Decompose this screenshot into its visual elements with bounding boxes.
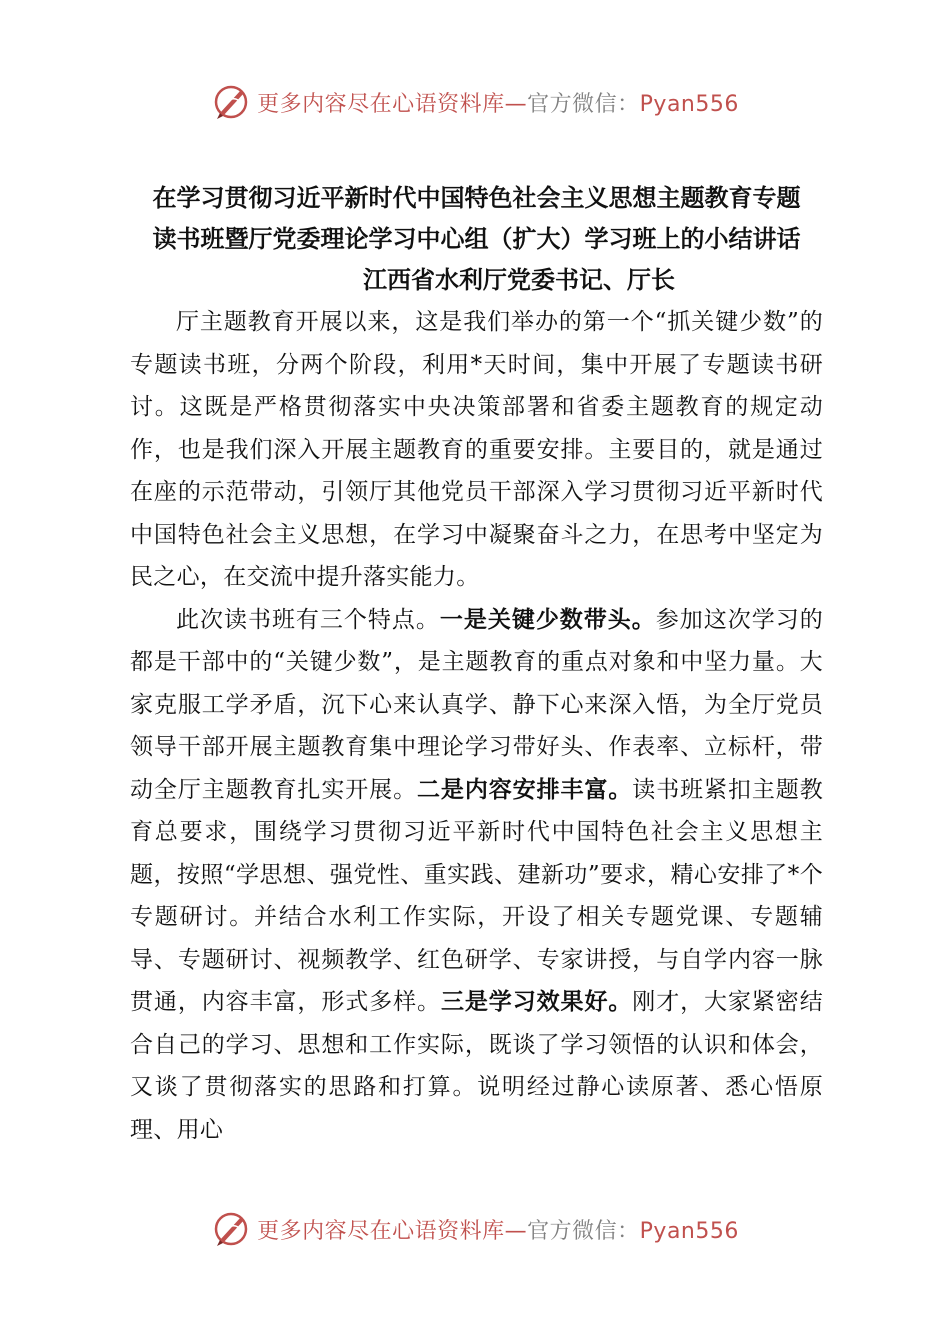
watermark-wechat-id: Pyan556 [639,1218,739,1244]
point-2-body: 读书班紧扣主题教育总要求，围绕学习贯彻习近平新时代中国特色社会主义思想主题，按照“学思想、强党性、重实践、建新功”要求，精心安排了*个专题研讨。并结合水利工作实际，开设了相关专题党课、专题辅导、专题研讨、视频教学、红色研学、专家讲授，与自学内容一脉贯通，内容丰富，形式多样。 [130,776,824,1015]
paragraph-2 [130,599,823,1152]
watermark-site-text: 更多内容尽在心语资料库 [257,91,505,117]
point-1-body: 参加这次学习的都是干部中的“关键少数”，是主题教育的重点对象和中坚力量。大家克服工学矛盾，沉下心来认真学、静下心来深入悟，为全厅党员领导干部开展主题教育集中理论学习带好头、作表率、立标杆，带动全厅主题教育扎实开展。 [130,606,823,803]
watermark-dash: — [504,1218,528,1244]
watermark-text [257,87,739,118]
point-3-title: 三是学习效果好。 [440,989,633,1015]
pen-logo-icon [211,1209,251,1249]
watermark-wechat-label: 官方微信： [527,1218,640,1244]
pen-logo-icon [211,82,251,122]
point-1-title: 一是关键少数带头。 [439,606,656,633]
paragraph-2-intro: 此次读书班有三个特点。 [176,606,440,633]
watermark-text [257,1214,739,1245]
header-watermark-banner [0,80,950,124]
watermark-wechat-label: 官方微信： [527,91,640,117]
document-title-line-1: 在学习贯彻习近平新时代中国特色社会主义思想主题教育专题 [152,184,801,212]
footer-watermark-banner [0,1207,950,1251]
watermark-dash: — [504,91,528,117]
watermark-site-text: 更多内容尽在心语资料库 [257,1218,505,1244]
document-body [130,178,823,1151]
point-3-body: 刚才，大家紧密结合自己的学习、思想和工作实际，既谈了学习领悟的认识和体会，又谈了贯彻落实的思路和打算。说明经过静心读原著、悉心悟原理、用心 [130,989,824,1143]
watermark-wechat-id: Pyan556 [639,91,739,117]
paragraph-1: 厅主题教育开展以来，这是我们举办的第一个“抓关键少数”的专题读书班，分两个阶段，利用*天时间，集中开展了专题读书研讨。这既是严格贯彻落实中央决策部署和省委主题教育的规定动作，也是我们深入开展主题教育的重要安排。主要目的，就是通过在座的示范带动，引领厅其他党员干部深入学习贯彻习近平新时代中国特色社会主义思想，在学习中凝聚奋斗之力，在思考中坚定为民之心，在交流中提升落实能力。 [130,309,823,590]
point-2-title: 二是内容安排丰富。 [417,776,633,803]
document-title-line-2: 读书班暨厅党委理论学习中心组（扩大）学习班上的小结讲话 [152,225,801,253]
document-author: 江西省水利厅党委书记、厅长 [363,266,675,294]
